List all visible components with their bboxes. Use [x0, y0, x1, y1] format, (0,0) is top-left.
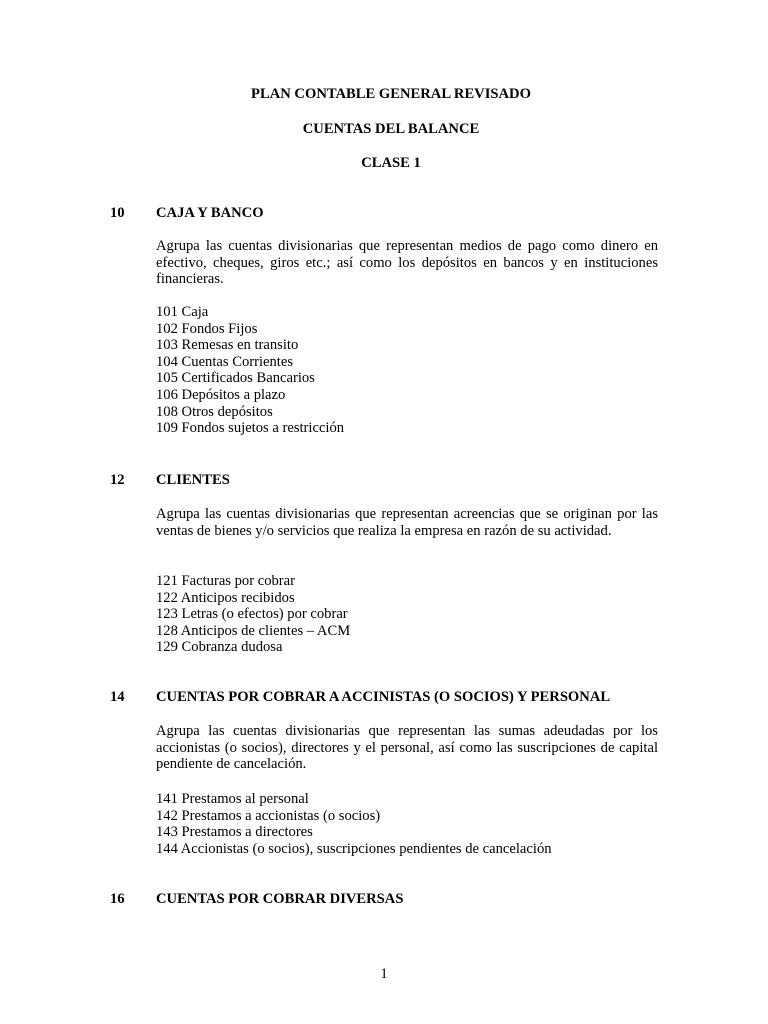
section-number: 10 — [110, 205, 125, 221]
account-item: 142 Prestamos a accionistas (o socios) — [156, 807, 381, 824]
section-description: Agrupa las cuentas divisionarias que representan las sumas adeudadas por los accionistas (o socios), directores y el personal, así como las suscripciones de capital pendiente de cancelación. — [156, 723, 658, 773]
document-subtitle: CUENTAS DEL BALANCE — [302, 121, 480, 137]
account-item: 106 Depósitos a plazo — [156, 386, 286, 403]
account-item: 123 Letras (o efectos) por cobrar — [156, 606, 348, 623]
section-number: 12 — [110, 472, 125, 488]
account-item: 129 Cobranza dudosa — [156, 639, 283, 656]
document-title: PLAN CONTABLE GENERAL REVISADO — [251, 86, 531, 102]
account-item: 104 Cuentas Corrientes — [156, 353, 293, 370]
account-item: 144 Accionistas (o socios), suscripciones pendientes de cancelación — [156, 840, 552, 857]
account-list — [156, 791, 552, 857]
section-description: Agrupa las cuentas divisionarias que representan medios de pago como dinero en efectivo, cheques, giros etc.; así como los depósitos en bancos y en instituciones financieras. — [156, 238, 658, 288]
account-item: 105 Certificados Bancarios — [156, 370, 315, 387]
account-list — [156, 304, 344, 437]
section-number: 14 — [110, 689, 125, 705]
account-item: 109 Fondos sujetos a restricción — [156, 420, 345, 437]
account-item: 121 Facturas por cobrar — [156, 573, 295, 589]
page-number: 1 — [380, 966, 388, 982]
account-item: 103 Remesas en transito — [156, 337, 299, 354]
account-list — [156, 573, 350, 656]
section-title: CUENTAS POR COBRAR DIVERSAS — [156, 891, 404, 907]
account-item: 101 Caja — [156, 304, 209, 320]
section-title: CUENTAS POR COBRAR A ACCINISTAS (O SOCIOS) Y PERSONAL — [156, 689, 611, 705]
section-title: CAJA Y BANCO — [156, 205, 264, 221]
account-item: 102 Fondos Fijos — [156, 320, 258, 337]
section-description: Agrupa las cuentas divisionarias que representan acreencias que se originan por las ventas de bienes y/o servicios que realiza la empresa en razón de su actividad. — [156, 506, 658, 539]
account-item: 108 Otros depósitos — [156, 403, 273, 420]
account-item: 143 Prestamos a directores — [156, 824, 313, 841]
section-number: 16 — [110, 891, 125, 907]
section-title: CLIENTES — [156, 472, 230, 488]
account-item: 122 Anticipos recibidos — [156, 589, 295, 606]
account-item: 141 Prestamos al personal — [156, 791, 309, 807]
account-item: 128 Anticipos de clientes – ACM — [156, 622, 351, 639]
class-label: CLASE 1 — [361, 155, 421, 171]
